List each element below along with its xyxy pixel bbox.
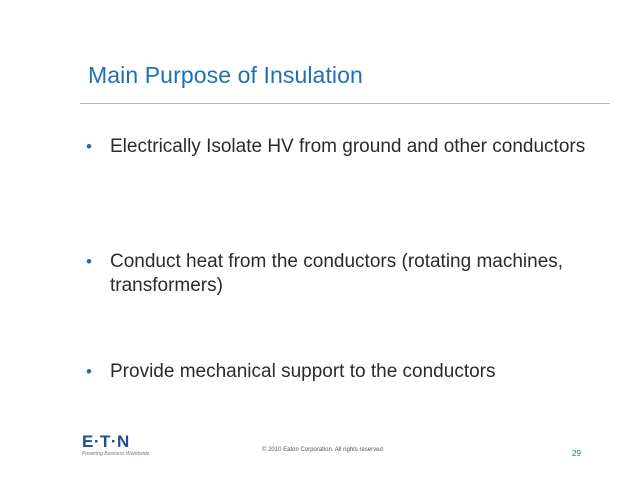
- eaton-logo: [82, 434, 154, 458]
- slide-title: Main Purpose of Insulation: [88, 62, 363, 88]
- bullet-icon: •: [86, 252, 92, 271]
- bullet-item: [86, 250, 596, 298]
- bullet-item: [86, 360, 596, 384]
- bullet-text: Electrically Isolate HV from ground and other conductors: [110, 136, 586, 157]
- bullet-text: Conduct heat from the conductors (rotating machines, transformers): [110, 251, 564, 296]
- copyright-notice: © 2010 Eaton Corporation. All rights reserved: [262, 447, 383, 453]
- page-number: 29: [572, 449, 581, 458]
- title-divider: [80, 103, 610, 104]
- bullet-text: Provide mechanical support to the conductors: [110, 361, 496, 382]
- bullet-icon: •: [86, 362, 92, 381]
- bullet-item: [86, 135, 596, 159]
- logo-wordmark: E·T·N: [82, 432, 130, 451]
- bullet-icon: •: [86, 137, 92, 156]
- logo-tagline: Powering Business Worldwide: [82, 451, 150, 457]
